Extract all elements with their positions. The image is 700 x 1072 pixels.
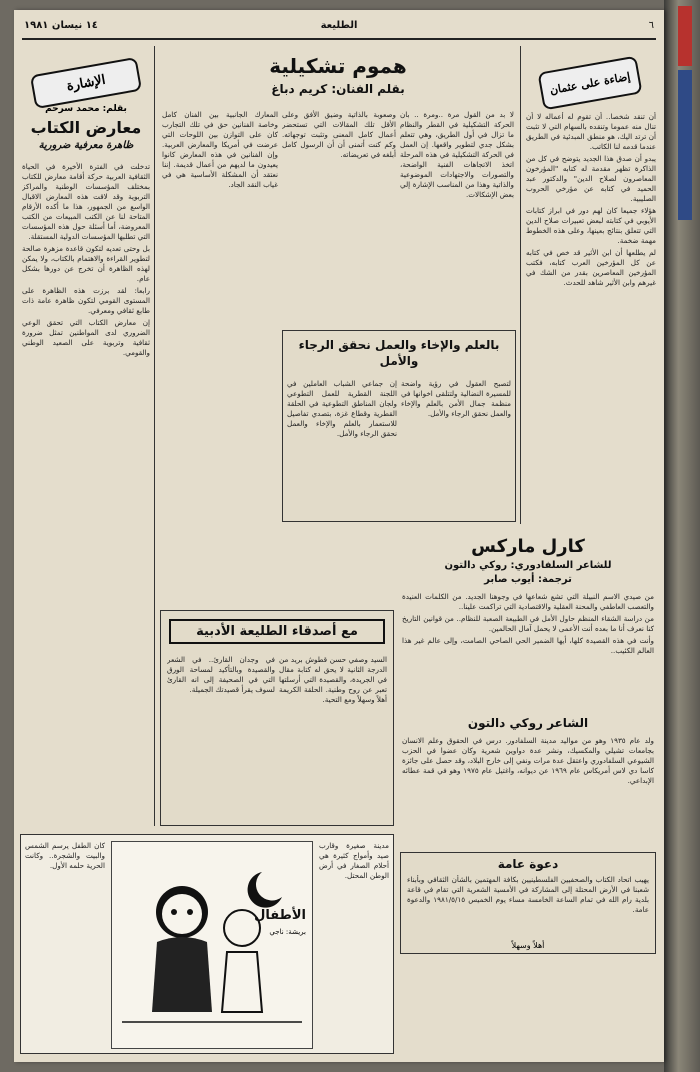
left-paragraph: رابعا: لقد برزت هذه الظاهرة على المستوى القومي لتكون ظاهرة عامة ذات طابع ثقافي ومعرفي.: [22, 286, 150, 315]
left-byline: بقلم: محمد سرحم: [45, 104, 127, 114]
ishara-badge-text: الإشارة: [65, 72, 107, 94]
inset-title: بالعلم والإخاء والعمل نحقق الرجاء والأمل: [298, 338, 500, 368]
marx-body: [402, 592, 654, 710]
call-title: دعوة عامة: [497, 857, 559, 871]
call-footer: أهلاً وسهلاً: [511, 941, 545, 950]
right-body: [526, 112, 656, 524]
column-divider: [520, 46, 521, 524]
left-paragraph: بل وحتى تعديه لتكون قاعدة مزهرة صالحة لتطوير القراءة والاهتمام بالكتاب، ولا يمكن لهذه الظاهرة أن تخرج عن دورها بشكل عام.: [22, 244, 150, 283]
spine-blue-label: [678, 70, 692, 220]
marx-title: كارل ماركس: [471, 536, 585, 557]
right-paragraph: لم يطلعها أن ابن الأثير قد خص في كتابه عن كل المؤرخين العرب كتابه، فكتب المؤرخين المعاصرين بقدر من الشك في غيرهم وابن الأثير شاهد للحدث.: [526, 248, 656, 287]
left-subtitle: ظاهرة معرفية ضرورية: [38, 140, 134, 151]
left-body: [22, 162, 150, 826]
marx-paragraph: من صيدي الاسم النبيلة التي تشع شعاعها في وجوهنا الجديد. من الكلمات العنيدة والتعصب العاطفي والمحنة العقلية والاقتصادية التي تراكمت علينا..: [402, 592, 654, 611]
cartoon-drawing: [112, 842, 312, 1048]
main-column-1: لا بد من القول مرة ..ومرة .. بان الحركة التشكيلية في القطر والنظام ما تزال في أول الطريق، وهي تتعلم بشكل جدي لتطوير واقعها. إن العمل في الحركة التشكيلية في هذه المرحلة اتخذ الاتجاهات الفنية الواضحة، والتصورات والاجتهادات الموضوعية والذاتية وهذا من المناسب الإشارة إلي بعض الإشكالات.: [400, 110, 514, 199]
marx-byline: للشاعر السلفادوري: روكي دالتون: [444, 560, 612, 571]
page-header: [22, 16, 656, 40]
issue-date: ١٤ نيسان ١٩٨١: [24, 20, 98, 31]
inset-article: [282, 330, 516, 522]
call-body: يهيب اتحاد الكتاب والصحفيين الفلسطينيين بكافة المهتمين بالشأن الثقافي وبأبناء شعبنا في الأرض المحتلة إلى المشاركة في الأمسية الشعرية التي تقام في قاعة بلدية رام الله في تمام الساعة الخامسة مساء يوم الخميس ١٩٨١/٥/١٥ والدعوة عامة.: [407, 875, 649, 914]
spine-red-label: [678, 6, 692, 66]
right-column: [524, 46, 658, 524]
newspaper-page: [14, 10, 664, 1062]
paper-name: الطليعة: [320, 20, 358, 31]
left-title: معارض الكتاب: [30, 118, 142, 137]
main-column-2: وصعوبة بالذاتية وضيق الأفق وعلى الأقل تلك المقالات التي تستحضر أعمال كامل المعنى وتثبت توجهاته. وكم كنت أتمنى أن أن الرسول كامل أبلغه في تعريضاته.: [282, 110, 396, 159]
book-spine: [664, 0, 700, 1072]
main-column-3: المعارك الجانبية بين الفنان كامل وخاصة الفنانين حق في تلك التجارب كان على التوازن بين اللوحات التي عرضت في أمريكا والمعارض العربية. وإن الفنانين في هذه المعارض كانوا يعيدون ما لديهم من أعمال قديمة. إننا نعتقد أن المشكلة الأساسية هي في غياب النقد الجاد.: [162, 110, 278, 189]
cartoon-text-left: كان الطفل يرسم الشمس والبيت والشجرة.. وكانت الحرية حلمه الأول.: [25, 841, 105, 870]
right-paragraph: هؤلاء جميعا كان لهم دور في ابراز كتابات الأيوبي في كتابته لبعض تعبيرات صلاح الدين التي تتعلق بنتائج بعينها، وعلى هذه الخطوط مهمة ضخمة.: [526, 206, 656, 245]
friends-column-1: السيد وصفي حسن قطوش بريد من الدرجة الثانية لا يحق له كتابة مقال في الجريدة، والقصيدة التي أرسلتها تعبر عن روح وطنية. الحلقة الكريمة أهلاً وسهلاً ومع التحية.: [279, 655, 387, 704]
marx-paragraph: وأنت في هذه القصيدة كلها، أيها الضمير الحي الصاحي الصامت، وإلى عالم غير هذا العالم الكئيب..: [402, 636, 654, 655]
cartoon-caption: بريشة: ناجي: [269, 928, 306, 936]
poet-bio-title: الشاعر روكي دالتون: [467, 716, 589, 730]
right-paragraph: يبدو أن صدق هذا الجديد يتوضح في كل من الذاكرة تظهر مقدمة له كتابه "المؤرخون المعاصرون لصلاح الدين" والدكتور عبد الحميد في كتابه عن مؤرخي الحروب الصليبية.: [526, 154, 656, 203]
marx-translator: ترجمة: أيوب صابر: [484, 574, 572, 585]
inset-column-2: إن جماعي الشباب العاملين في اللجنة القطرية للعمل التطوعي ولجان المناطق التطوعية في الحلقة القطرية وقطاع غزة، بتصدي تفاصيل للاستعمار بالعلم والإخاء والعمل نحقق الرجاء والأمل.: [287, 379, 397, 438]
friends-title: مع أصدقاء الطليعة الأدبية: [169, 619, 385, 644]
ishara-badge: [30, 57, 142, 109]
right-paragraph: أن تنقد شخصا.. أن تقوم له أعماله لا أن تنال منه عموما وتنقده بالسهام التي لا تثبت أن ترتد اليك، هو منطق المبدئية في الطريق عندما قدمه لنا الكاتب.: [526, 112, 656, 151]
left-column: [20, 46, 152, 826]
column-divider: [154, 46, 155, 826]
left-paragraph: تدخلت في الفترة الأخيرة في الحياة الثقافية العربية حركة أقامة معارض للكتاب بمختلف المؤسسات الوطنية والمراكز التربوية وقد لاقت هذه المعارض الاقبال الواسع من الجمهور، هذا ما أكده الأرقام المتاحة لنا عن الكتب المبيعات من الكتب المعروضة، أما أسئلة حول هذه المؤسسات التي تطلبها المؤسسات الدولية المستقلة.: [22, 162, 150, 241]
page-number: ٦: [648, 20, 654, 31]
call-box: [400, 852, 656, 954]
main-article: [160, 46, 516, 524]
poet-bio-body: ولد عام ١٩٣٥ وهو من مواليد مدينة السلفادور. درس في الحقوق وعلم الانسان بجامعات تشيلي والمكسيك، ونشر عدة دواوين شعرية وكان عضوا في الحزب الشيوعي السلفادوري واعتقل عدة مرات ونفي إلى خارج البلاد، وقد حصل على جائزة كاسا دي لاس أمريكاس عام ١٩٦٩ عن ديوانه، واغتيل عام ١٩٧٥ وهو في قمة عطائه الإبداعي.: [402, 736, 654, 785]
marx-article: [398, 530, 658, 956]
friends-box: [160, 610, 394, 826]
main-title: هموم تشكيلية: [269, 54, 407, 78]
cartoon-illustration: [111, 841, 313, 1049]
cartoon-title: الأطفال: [254, 908, 306, 923]
idaa-badge: [537, 56, 642, 111]
cartoon-text-right: مدينة صغيرة وقارب صيد وأمواج كثيرة هي أحلام الصغار في أرض الوطن المحتل.: [319, 841, 389, 880]
friends-column-2: في وجدان القارئ.. في الشعر والقصيدة وبالتأكيد لمساحة الورق التي في الصحيفة إلى انه القارئ لسوف يقرأ قصيدتك الجميلة.: [167, 655, 275, 694]
left-paragraph: إن معارض الكتاب التي تحقق الوعي الضروري لدى المواطنين تمثل ضرورة ثقافية وتربوية على الصعيد الوطني والقومي.: [22, 318, 150, 357]
idaa-badge-text: إضاءة على عثمان: [548, 69, 632, 97]
cartoon-panel: [20, 834, 394, 1054]
inset-column-1: لتصبح العقول في رؤية واضحة للمسيرة النضالية ولتتلقى اخوانها في منظمة جمال الأمن بالعلم والإخاء والعمل نحقق الرجاء والأمل.: [401, 379, 511, 418]
main-byline: بقلم الفنان: كريم دباغ: [271, 82, 405, 96]
marx-paragraph: من دراسة الشقاء المنظم حاول الأمل في الطبيعة الصعبة للنظام.. من قوانين التاريخ كنا نعرف أنا ما بعده أنت الأعمى لا يحمل آمال الحالمين.: [402, 614, 654, 633]
